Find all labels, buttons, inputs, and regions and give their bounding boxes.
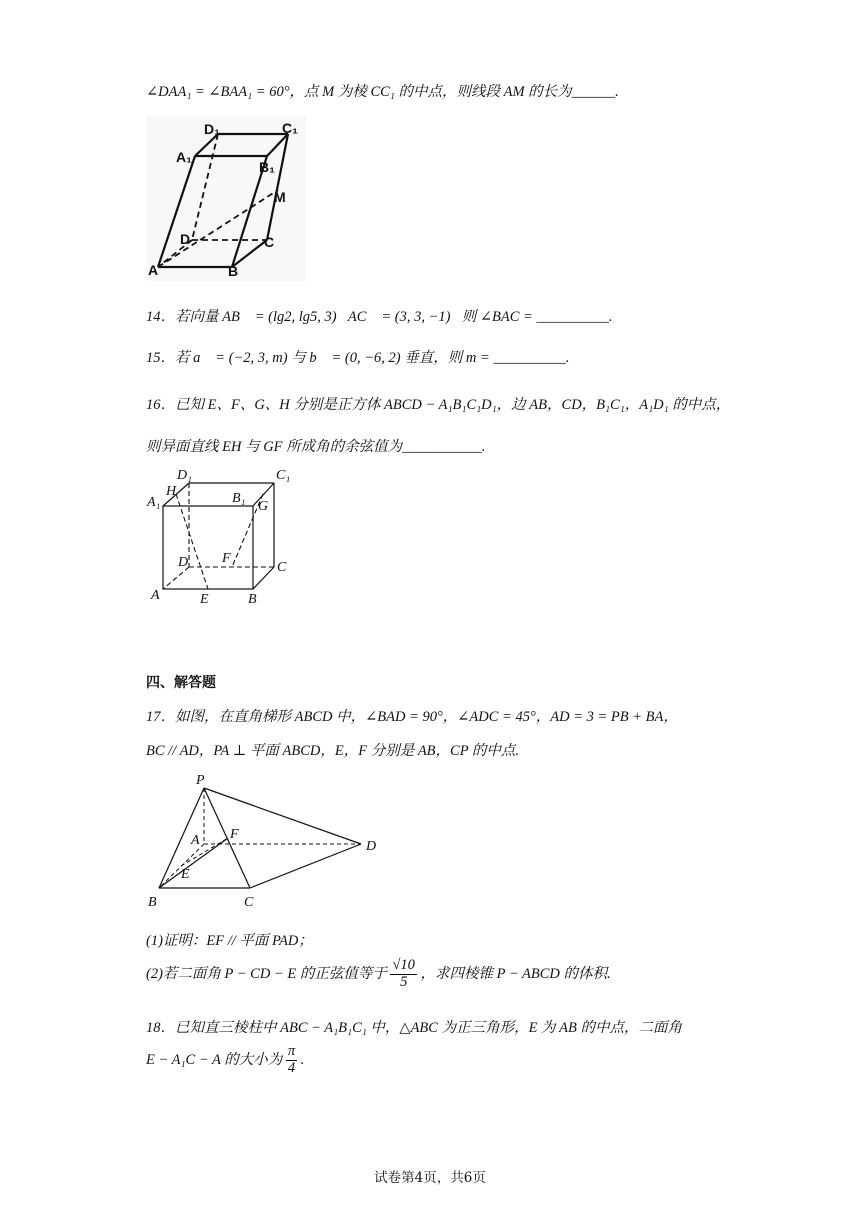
label-G: G <box>258 499 269 514</box>
label-E: E <box>181 867 190 882</box>
label-D1: D₁ <box>204 121 220 137</box>
label-B1: B₁ <box>232 491 246 506</box>
q17-part2-after: ，求四棱锥 P − ABCD 的体积. <box>420 965 611 982</box>
figure-17 <box>146 768 386 910</box>
label-H: H <box>166 484 177 499</box>
label-A: A <box>191 833 200 848</box>
section-heading: 四、解答题 <box>146 675 216 691</box>
label-C: C <box>277 560 287 575</box>
label-D1: D₁ <box>177 468 192 483</box>
label-D: D <box>180 231 191 247</box>
label-D: D <box>366 839 377 854</box>
q17-part1: (1)证明：EF // 平面 PAD； <box>146 933 313 949</box>
fraction-denominator: 4 <box>287 1059 296 1076</box>
q13-text: ∠DAA₁ = ∠BAA₁ = 60°，点 M 为棱 CC₁ 的中点，则线段 AM 的长为______. <box>146 84 619 100</box>
label-F: F <box>222 551 231 566</box>
figure-16 <box>146 466 296 611</box>
q17-part2 <box>146 958 611 991</box>
label-B: B <box>228 263 239 279</box>
q15-text: 15．若 a⃗ = (−2, 3, m) 与 b⃗ = (0, −6, 2) 垂直，则 m = __________. <box>146 350 570 366</box>
label-A1: A₁ <box>176 149 192 165</box>
q16-line1: 16．已知 E、F、G、H 分别是正方体 ABCD − A₁B₁C₁D₁，边 AB，CD，B₁C₁，A₁D₁ 的中点， <box>146 397 731 413</box>
label-B: B <box>248 592 257 607</box>
label-F: F <box>230 827 239 842</box>
q17-part2-before: (2)若二面角 P − CD − E 的正弦值等于 <box>146 965 387 982</box>
label-C: C <box>244 895 254 910</box>
q18-line2 <box>146 1044 304 1077</box>
label-M: M <box>274 189 286 205</box>
label-A: A <box>151 588 160 603</box>
page-footer: 试卷第4页，共6页 <box>374 1170 486 1186</box>
fraction-denominator: 5 <box>400 973 408 990</box>
label-A1: A₁ <box>147 495 161 510</box>
q18-line1: 18．已知直三棱柱中 ABC − A₁B₁C₁ 中，△ABC 为正三角形，E 为 AB 的中点，二面角 <box>146 1020 683 1036</box>
label-B: B <box>148 895 157 910</box>
figure-13 <box>146 116 306 281</box>
fraction-sqrt10-over-5 <box>390 958 416 991</box>
q14-text: 14．若向量 AB⃗ = (lg2, lg5, 3)，AC⃗ = (3, 3, −1)，则 ∠BAC = __________. <box>146 309 613 325</box>
q17-line2: BC // AD，PA ⊥ 平面 ABCD，E，F 分别是 AB，CP 的中点. <box>146 743 520 759</box>
label-B1: B₁ <box>259 159 275 175</box>
q17-line1: 17．如图，在直角梯形 ABCD 中，∠BAD = 90°，∠ADC = 45°，AD = 3 = PB + BA， <box>146 709 678 725</box>
fraction-numerator: √10 <box>392 957 415 973</box>
fraction-pi-over-4 <box>286 1044 297 1077</box>
q16-line2: 则异面直线 EH 与 GF 所成角的余弦值为___________. <box>146 439 486 455</box>
label-D: D <box>178 555 189 570</box>
q18-line2-after: . <box>300 1051 305 1068</box>
label-C1: C₁ <box>276 468 291 483</box>
label-C1: C₁ <box>282 120 298 136</box>
fraction-numerator: π <box>287 1043 296 1059</box>
label-C: C <box>264 234 275 250</box>
label-A: A <box>148 262 159 278</box>
figure-17-labels <box>148 773 376 910</box>
label-P: P <box>196 773 205 788</box>
q18-line2-before: E − A₁C − A 的大小为 <box>146 1051 283 1068</box>
label-E: E <box>200 592 209 607</box>
